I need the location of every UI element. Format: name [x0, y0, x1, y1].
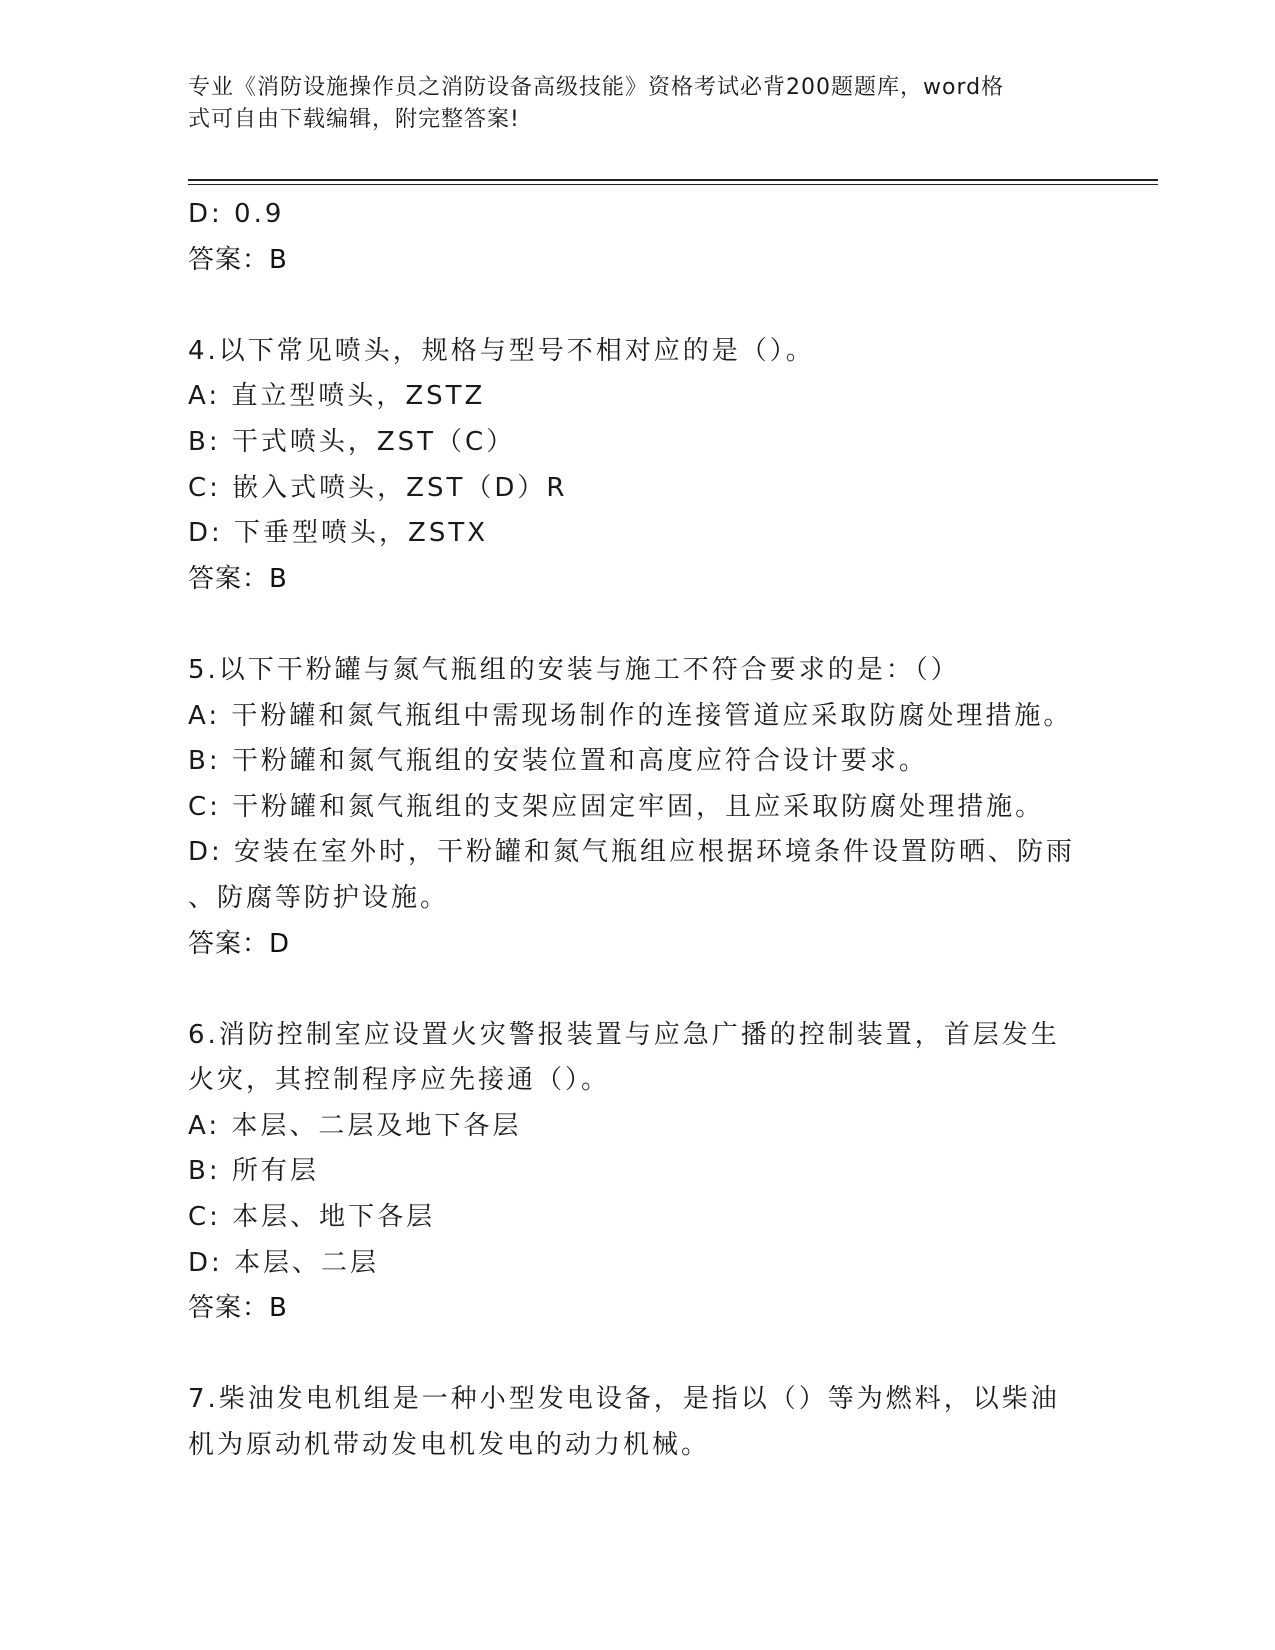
question-6-option-b: B: 所有层 — [188, 1156, 319, 1187]
question-5 — [188, 648, 1088, 967]
header-line-2: 式可自由下载编辑，附完整答案! — [188, 107, 520, 132]
question-6-option-a: A: 本层、二层及地下各层 — [188, 1110, 522, 1141]
spacer — [188, 967, 1088, 1013]
question-7-stem-continued: 机为原动机带动发电机发电的动力机械。 — [188, 1430, 711, 1461]
prev-answer: 答案：B — [188, 244, 288, 275]
spacer — [188, 283, 1088, 329]
question-6 — [188, 1013, 1088, 1332]
question-6-stem: 6.消防控制室应设置火灾警报装置与应急广播的控制装置，首层发生 — [188, 1019, 1060, 1050]
header-line-1: 专业《消防设施操作员之消防设备高级技能》资格考试必背200题题库，word格 — [188, 75, 1005, 100]
question-5-option-c: C: 干粉罐和氮气瓶组的支架应固定牢固，且应采取防腐处理措施。 — [188, 791, 1045, 822]
question-5-option-d: D: 安装在室外时，干粉罐和氮气瓶组应根据环境条件设置防晒、防雨 — [188, 837, 1076, 868]
question-4-option-a: A: 直立型喷头，ZSTZ — [188, 381, 486, 412]
document-header — [188, 72, 1068, 136]
question-4-option-b: B: 干式喷头，ZST（C） — [188, 426, 516, 457]
question-5-option-b: B: 干粉罐和氮气瓶组的安装位置和高度应符合设计要求。 — [188, 746, 928, 777]
question-7 — [188, 1377, 1088, 1468]
question-5-stem: 5.以下干粉罐与氮气瓶组的安装与施工不符合要求的是：（） — [188, 654, 960, 685]
question-4 — [188, 329, 1088, 603]
header-rule-thick — [188, 179, 1158, 181]
spacer — [188, 1332, 1088, 1378]
header-rule-thin — [188, 184, 1158, 185]
question-6-option-d: D: 本层、二层 — [188, 1247, 380, 1278]
question-5-option-a: A: 干粉罐和氮气瓶组中需现场制作的连接管道应采取防腐处理措施。 — [188, 700, 1073, 731]
question-5-option-d-continued: 、防腐等防护设施。 — [188, 882, 450, 913]
prev-option-d: D: 0.9 — [188, 199, 285, 229]
question-5-answer: 答案：D — [188, 928, 291, 959]
question-4-option-c: C: 嵌入式喷头，ZST（D）R — [188, 472, 568, 503]
question-6-stem-continued: 火灾，其控制程序应先接通（）。 — [188, 1065, 611, 1096]
question-list — [188, 192, 1088, 1469]
question-4-stem: 4.以下常见喷头，规格与型号不相对应的是（）。 — [188, 335, 815, 366]
question-4-answer: 答案：B — [188, 563, 288, 594]
question-4-option-d: D: 下垂型喷头，ZSTX — [188, 518, 489, 549]
question-6-answer: 答案：B — [188, 1293, 288, 1324]
spacer — [188, 602, 1088, 648]
question-7-stem: 7.柴油发电机组是一种小型发电设备，是指以（）等为燃料，以柴油 — [188, 1384, 1060, 1415]
question-6-option-c: C: 本层、地下各层 — [188, 1202, 436, 1233]
